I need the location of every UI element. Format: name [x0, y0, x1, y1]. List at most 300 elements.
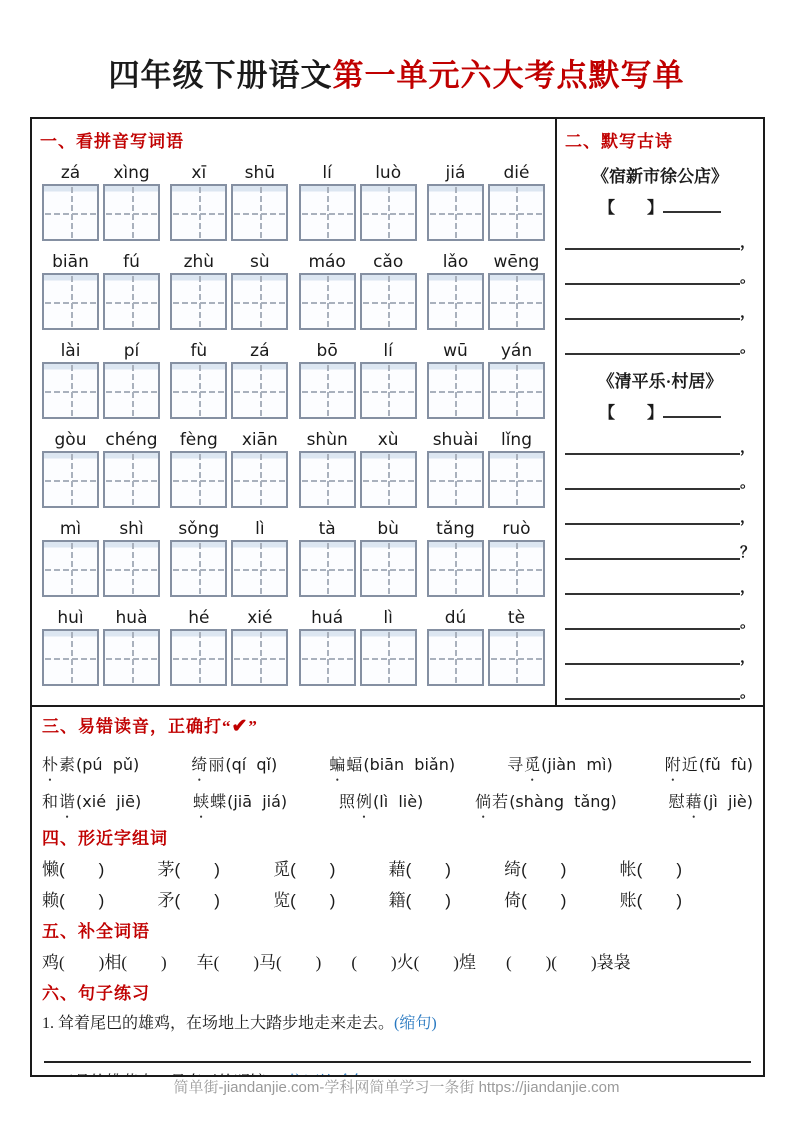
pronunciation-item [42, 789, 141, 812]
pinyin-label: tǎng [436, 519, 475, 539]
author-bracket: 【 】 [598, 200, 663, 217]
pinyin-cell [488, 608, 545, 686]
pronunciation-item [193, 789, 287, 812]
pinyin-label: xìng [113, 163, 150, 183]
pinyin-cell [299, 608, 356, 686]
pinyin-label: tè [507, 608, 526, 628]
tianzige-writing-square [360, 629, 417, 686]
blank-paren: ( ) [636, 860, 682, 879]
pinyin-label: dú [444, 608, 467, 628]
tianzige-writing-square [231, 540, 288, 597]
tianzige-writing-square [231, 362, 288, 419]
poem-blank-line [565, 632, 755, 667]
pinyin-cell [299, 252, 356, 330]
pinyin-options: (qí qǐ) [225, 755, 278, 774]
page-title-red: 第一单元六大考点默写单 [332, 58, 685, 93]
word-group [299, 341, 417, 419]
worksheet-frame [30, 117, 765, 1077]
tianzige-writing-square [427, 184, 484, 241]
blank-underline [565, 317, 740, 320]
blank-underline [565, 697, 740, 700]
blank-underline [565, 592, 740, 595]
word-group [427, 519, 545, 597]
pinyin-label: yán [500, 341, 533, 361]
pinyin-label: wēng [493, 252, 540, 272]
similar-char-item [504, 855, 566, 880]
word-chars [475, 794, 509, 811]
pinyin-label: lǎo [442, 252, 469, 272]
poem-author-line [565, 195, 755, 217]
pinyin-label: bù [377, 519, 399, 539]
section-pinyin-words [32, 119, 555, 705]
tianzige-writing-square [42, 451, 99, 508]
pinyin-label: lài [60, 341, 81, 361]
pinyin-cell [360, 430, 417, 508]
sentence-text: 耸着尾巴的雄鸡，在场地上大踏步地走来走去。 [58, 1015, 395, 1032]
word-char: 谐 [59, 794, 77, 811]
word-char: 蝶 [210, 794, 228, 811]
section3-heading-suffix: ” [248, 717, 258, 736]
pinyin-cell [427, 163, 484, 241]
pinyin-label: shì [119, 519, 144, 539]
pinyin-options: (xié jiē) [76, 792, 142, 811]
pinyin-cell [360, 163, 417, 241]
tianzige-writing-square [488, 273, 545, 330]
tianzige-writing-square [42, 362, 99, 419]
tianzige-writing-square [299, 362, 356, 419]
word-group [427, 163, 545, 241]
tianzige-writing-square [299, 540, 356, 597]
pronunciation-item [665, 752, 753, 775]
tianzige-writing-square [427, 362, 484, 419]
tianzige-writing-square [488, 362, 545, 419]
pinyin-cell [231, 519, 288, 597]
section-poems [555, 119, 763, 705]
blank-underline [565, 522, 740, 525]
pinyin-label: fèng [179, 430, 218, 450]
word-char: 和 [42, 794, 60, 811]
tianzige-writing-square [42, 540, 99, 597]
word-chars [339, 794, 373, 811]
tianzige-writing-square [231, 184, 288, 241]
pinyin-row [40, 519, 547, 597]
pinyin-options: (biān biǎn) [363, 755, 456, 774]
word-char: 例 [356, 794, 374, 811]
poem-blank-line [565, 457, 755, 492]
line-punctuation: ， [740, 509, 756, 526]
pinyin-label: luò [375, 163, 402, 183]
pinyin-label: xiān [241, 430, 278, 450]
pinyin-label: hé [188, 608, 210, 628]
similar-char-item [273, 886, 335, 911]
pinyin-label: gòu [54, 430, 87, 450]
word-chars [193, 794, 227, 811]
tianzige-writing-square [299, 184, 356, 241]
similar-char-item [273, 855, 335, 880]
pronunciation-item [507, 752, 613, 775]
char: 矛 [157, 891, 175, 910]
pinyin-cell [42, 519, 99, 597]
word-chars [42, 794, 76, 811]
pinyin-row [40, 430, 547, 508]
pinyin-label: lí [383, 341, 393, 361]
word-group [170, 608, 288, 686]
tianzige-writing-square [170, 629, 227, 686]
word-group [42, 341, 160, 419]
line-punctuation: 。 [740, 339, 756, 356]
line-punctuation: ， [740, 234, 756, 251]
author-blank-line [663, 403, 721, 418]
sentence-text [58, 1074, 282, 1075]
line-punctuation: ， [740, 439, 756, 456]
pinyin-options: (jì jiè) [702, 792, 753, 811]
char: 倚 [504, 891, 522, 910]
word-group [299, 430, 417, 508]
word-group [299, 519, 417, 597]
blank-paren: ( ) [521, 891, 567, 910]
poems-container [565, 162, 755, 702]
word-chars [42, 757, 76, 774]
answer-line [44, 1033, 751, 1063]
line-punctuation: 。 [740, 269, 756, 286]
word-group [427, 608, 545, 686]
line-punctuation: ， [740, 304, 756, 321]
pinyin-row [40, 252, 547, 330]
sentence-number [42, 1074, 58, 1075]
pinyin-cell [427, 608, 484, 686]
blank-paren: ( ) [174, 891, 220, 910]
word-char: 照 [338, 794, 356, 811]
similar-char-item [620, 886, 682, 911]
pinyin-label: huì [57, 608, 84, 628]
section5-heading: 五、补全词语 [42, 922, 150, 941]
pinyin-label: lì [255, 519, 265, 539]
word-char: 寻 [507, 757, 525, 774]
similar-char-item [389, 886, 451, 911]
tianzige-writing-square [299, 629, 356, 686]
word-char: 绮 [191, 757, 209, 774]
poem-blank-line [565, 597, 755, 632]
poem-author-line [565, 400, 755, 422]
sentence-item [42, 1069, 753, 1075]
pinyin-label: fú [123, 252, 140, 272]
pinyin-label: bō [316, 341, 338, 361]
tianzige-writing-square [231, 629, 288, 686]
blank-paren: ( ) [174, 860, 220, 879]
pinyin-cell [103, 519, 160, 597]
tianzige-writing-square [103, 362, 160, 419]
tianzige-writing-square [170, 362, 227, 419]
sentence-practice [42, 1010, 753, 1075]
poem-blank-line [565, 527, 755, 562]
pinyin-cell [488, 252, 545, 330]
tianzige-writing-square [360, 362, 417, 419]
section4-heading: 四、形近字组词 [42, 829, 168, 848]
idiom-blank-token: ( )( )袅袅 [505, 953, 631, 972]
pinyin-cell [427, 341, 484, 419]
blank-underline [565, 452, 740, 455]
poem-blank-line [565, 322, 755, 357]
poem-blank-line [565, 492, 755, 527]
word-group [299, 252, 417, 330]
pinyin-label: pí [123, 341, 140, 361]
word-group [42, 608, 160, 686]
pinyin-label: shū [244, 163, 276, 183]
similar-char-rows [42, 855, 753, 911]
tianzige-writing-square [299, 273, 356, 330]
blank-paren: ( ) [290, 860, 336, 879]
pinyin-options: (shàng tǎng) [509, 792, 617, 811]
tianzige-writing-square [488, 184, 545, 241]
similar-char-row [42, 855, 682, 880]
pinyin-label: zá [250, 341, 270, 361]
tianzige-writing-square [360, 273, 417, 330]
author-bracket: 【 】 [598, 405, 663, 422]
word-group [42, 163, 160, 241]
pinyin-row [40, 608, 547, 686]
word-group [170, 341, 288, 419]
blank-underline [565, 282, 740, 285]
word-group [299, 163, 417, 241]
section2-heading: 二、默写古诗 [565, 132, 673, 151]
word-chars [329, 757, 363, 774]
footer-watermark: 简单街-jiandanjie.com-学科网简单学习一条街 https://jiandanjie.com [173, 1079, 620, 1096]
tianzige-writing-square [170, 451, 227, 508]
section1-heading: 一、看拼音写词语 [40, 132, 184, 151]
pinyin-cell [103, 430, 160, 508]
poem-title: 《清平乐·村居》 [597, 372, 723, 391]
pinyin-cell [488, 519, 545, 597]
word-char: 若 [492, 794, 510, 811]
word-chars [665, 757, 699, 774]
pinyin-cell [427, 252, 484, 330]
word-char: 近 [681, 757, 699, 774]
pinyin-options: (jiàn mì) [541, 755, 613, 774]
char: 账 [619, 891, 637, 910]
pinyin-cell [360, 519, 417, 597]
line-punctuation: 。 [740, 474, 756, 491]
poem-blank-line [565, 287, 755, 322]
pinyin-cell [488, 341, 545, 419]
similar-char-item [42, 855, 104, 880]
pronunciation-item [475, 789, 617, 812]
similar-char-item [158, 855, 220, 880]
word-group [170, 163, 288, 241]
word-group [427, 252, 545, 330]
similar-char-item [158, 886, 220, 911]
pinyin-cell [170, 163, 227, 241]
similar-char-item [42, 886, 104, 911]
page-title-black: 四年级下册语文 [108, 58, 333, 93]
checkmark-icon: ✔ [231, 716, 249, 737]
sentence-hint: (缩句) [394, 1015, 437, 1032]
tianzige-writing-square [103, 184, 160, 241]
tianzige-writing-square [427, 451, 484, 508]
tianzige-writing-square [42, 629, 99, 686]
line-punctuation: ？ [740, 544, 756, 561]
pronunciation-item [339, 789, 423, 812]
word-char: 蝠 [346, 757, 364, 774]
pinyin-label: biān [52, 252, 89, 272]
char: 赖 [42, 891, 59, 910]
char: 绮 [504, 860, 522, 879]
pinyin-cell [42, 252, 99, 330]
pinyin-cell [170, 430, 227, 508]
tianzige-writing-square [170, 184, 227, 241]
pinyin-label: huá [311, 608, 344, 628]
section6-heading: 六、句子练习 [42, 984, 150, 1003]
similar-char-row [42, 886, 682, 911]
pinyin-label: xī [191, 163, 207, 183]
word-char: 朴 [42, 757, 60, 774]
complete-words-row [42, 948, 753, 973]
tianzige-writing-square [170, 273, 227, 330]
word-chars [507, 757, 541, 774]
pinyin-cell [42, 163, 99, 241]
blank-underline [565, 487, 740, 490]
pinyin-label: mì [59, 519, 82, 539]
tianzige-writing-square [103, 451, 160, 508]
pinyin-cell [170, 519, 227, 597]
pinyin-cell [299, 430, 356, 508]
line-punctuation: 。 [740, 684, 756, 701]
pinyin-options: (lì liè) [373, 792, 424, 811]
pinyin-label: xù [377, 430, 399, 450]
section3-heading [42, 712, 753, 738]
pronunciation-row [42, 752, 753, 775]
sentence-item [42, 1010, 753, 1033]
word-char: 藉 [685, 794, 703, 811]
poem-title: 《宿新市徐公店》 [592, 167, 728, 186]
word-group [427, 341, 545, 419]
blank-paren: ( ) [521, 860, 567, 879]
word-group [170, 430, 288, 508]
pinyin-label: shuài [432, 430, 479, 450]
pinyin-label: wū [443, 341, 468, 361]
pinyin-label: shùn [306, 430, 348, 450]
tianzige-writing-square [103, 540, 160, 597]
page-title [0, 50, 793, 95]
sentence-hint [282, 1074, 373, 1075]
pinyin-label: lǐng [500, 430, 532, 450]
pinyin-cell [103, 252, 160, 330]
word-chars [191, 757, 225, 774]
pinyin-cell [42, 430, 99, 508]
pronunciation-rows [42, 752, 753, 812]
pinyin-label: cǎo [373, 252, 404, 272]
tianzige-writing-square [360, 540, 417, 597]
section3-heading-prefix: 三、易错读音，正确打“ [42, 717, 232, 736]
char: 藉 [388, 860, 406, 879]
pinyin-cell [488, 430, 545, 508]
char: 籍 [388, 891, 406, 910]
pinyin-label: tà [318, 519, 336, 539]
sentence-number: 1. [42, 1015, 58, 1032]
pinyin-cell [360, 608, 417, 686]
poem-blank-line [565, 562, 755, 597]
pinyin-cell [42, 341, 99, 419]
pronunciation-item [42, 752, 139, 775]
char: 懒 [42, 860, 59, 879]
tianzige-writing-square [299, 451, 356, 508]
blank-paren: ( ) [290, 891, 336, 910]
tianzige-writing-square [42, 184, 99, 241]
word-group [299, 608, 417, 686]
pronunciation-row [42, 789, 753, 812]
idiom-blank-token: 车( )马( ) [196, 953, 322, 972]
blank-underline [565, 662, 740, 665]
blank-paren: ( ) [59, 891, 105, 910]
pinyin-cell [299, 341, 356, 419]
pinyin-label: jiá [445, 163, 466, 183]
pinyin-cell [231, 252, 288, 330]
word-group [42, 519, 160, 597]
pinyin-label: lí [322, 163, 332, 183]
similar-char-item [504, 886, 566, 911]
similar-char-item [389, 855, 451, 880]
tianzige-writing-square [427, 273, 484, 330]
pinyin-cell [231, 608, 288, 686]
pinyin-label: chéng [105, 430, 158, 450]
tianzige-writing-square [488, 629, 545, 686]
pinyin-cell [103, 163, 160, 241]
pinyin-label: zá [60, 163, 81, 183]
pinyin-cell [170, 341, 227, 419]
blank-paren: ( ) [59, 860, 105, 879]
word-char: 倘 [475, 794, 493, 811]
pinyin-label: dié [503, 163, 530, 183]
word-char: 素 [59, 757, 77, 774]
word-char: 觅 [524, 757, 542, 774]
pinyin-cell [299, 519, 356, 597]
char: 茅 [157, 860, 175, 879]
bottom-sections [32, 705, 763, 1075]
word-char: 丽 [208, 757, 226, 774]
pinyin-cell [231, 163, 288, 241]
line-punctuation: ， [740, 649, 756, 666]
pinyin-options: (jiā jiá) [227, 792, 288, 811]
pinyin-cell [231, 341, 288, 419]
blank-underline [565, 352, 740, 355]
pinyin-cell [360, 252, 417, 330]
pinyin-cell [231, 430, 288, 508]
word-group [42, 252, 160, 330]
pronunciation-item [191, 752, 277, 775]
char: 览 [273, 891, 291, 910]
tianzige-writing-square [488, 540, 545, 597]
word-char: 蝙 [329, 757, 347, 774]
word-group [170, 252, 288, 330]
line-punctuation: ， [740, 579, 756, 596]
tianzige-writing-square [103, 273, 160, 330]
pinyin-cell [299, 163, 356, 241]
idiom-blank-token: ( )火( )煌 [351, 953, 476, 972]
pinyin-cell [42, 608, 99, 686]
word-char: 慰 [668, 794, 686, 811]
line-punctuation: 。 [740, 614, 756, 631]
pinyin-cell [170, 252, 227, 330]
pronunciation-item [329, 752, 455, 775]
pinyin-grid [40, 163, 547, 686]
word-char: 蛱 [193, 794, 211, 811]
pinyin-label: zhù [183, 252, 215, 272]
tianzige-writing-square [103, 629, 160, 686]
pinyin-label: máo [308, 252, 346, 272]
pinyin-cell [427, 519, 484, 597]
pinyin-label: xié [247, 608, 273, 628]
poem-blank-line [565, 667, 755, 702]
tianzige-writing-square [170, 540, 227, 597]
